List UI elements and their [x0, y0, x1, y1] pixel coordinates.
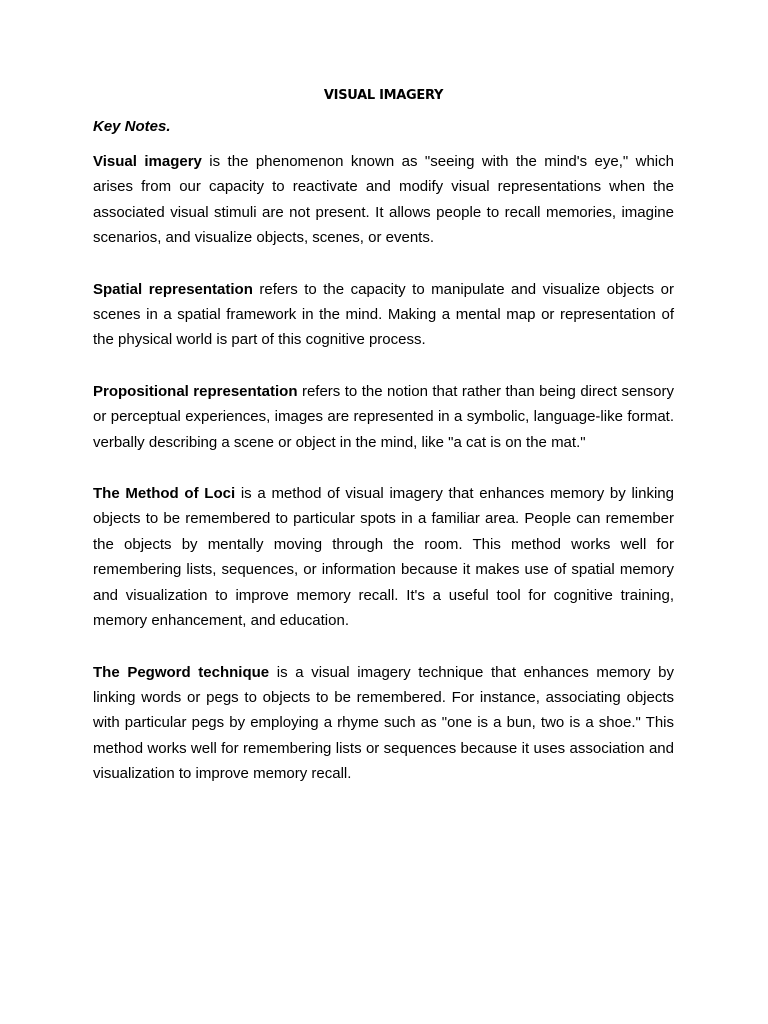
document-page	[93, 86, 674, 787]
term-propositional-representation: Propositional representation	[93, 382, 298, 400]
term-pegword-technique: The Pegword technique	[93, 663, 270, 681]
term-spatial-representation: Spatial representation	[93, 280, 253, 298]
paragraph-text: is a visual imagery technique that enhances memory by linking words or pegs to objects to be remembered. For instance, associating objects with particular pegs by employing a rhyme such as "one is a bun, two is a shoe." This method works well for remembering lists or sequences because it uses association and visualization to improve memory recall.	[93, 663, 674, 783]
paragraph-method-of-loci	[93, 481, 674, 633]
paragraph-visual-imagery	[93, 149, 674, 251]
paragraph-propositional-representation	[93, 379, 674, 455]
paragraph-text: refers to the notion that rather than being direct sensory or perceptual experiences, images are represented in a symbolic, language-like format. verbally describing a scene or object in the mind, like "a cat is on the mat."	[93, 382, 674, 451]
document-subtitle: Key Notes.	[93, 118, 171, 135]
term-visual-imagery: Visual imagery	[93, 153, 202, 170]
paragraph-text: is a method of visual imagery that enhances memory by linking objects to be remembered to particular spots in a familiar area. People can remember the objects by mentally moving through the room. This method works well for remembering lists, sequences, or information because it makes use of spatial memory and visualization to improve memory recall. It's a useful tool for cognitive training, memory enhancement, and education.	[93, 485, 674, 630]
paragraph-pegword-technique	[93, 660, 674, 787]
document-title: VISUAL IMAGERY	[323, 88, 444, 103]
paragraph-text: refers to the capacity to manipulate and visualize objects or scenes in a spatial framework in the mind. Making a mental map or representation of the physical world is part of this cognitive process.	[93, 280, 674, 349]
paragraph-text: is the phenomenon known as "seeing with the mind's eye," which arises from our capacity to reactivate and modify visual representations when the associated visual stimuli are not present. It allows people to recall memories, imagine scenarios, and visualize objects, scenes, or events.	[93, 153, 674, 247]
paragraph-spatial-representation	[93, 277, 674, 353]
term-method-of-loci: The Method of Loci	[93, 485, 236, 503]
